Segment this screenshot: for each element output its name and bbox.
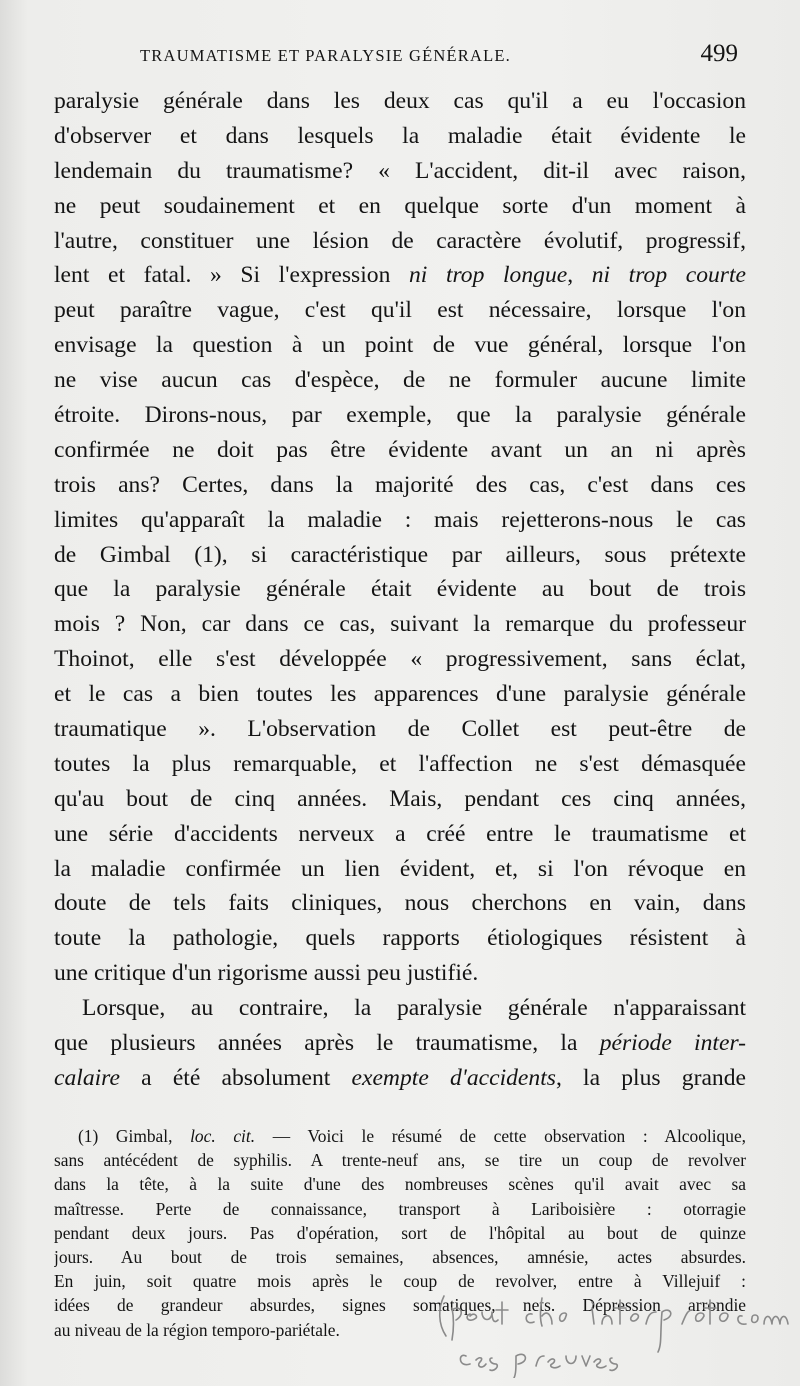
page-number: 499	[700, 40, 738, 67]
text-line: lent et fatal. » Si l'expression ni trop longue, ni trop courte	[54, 262, 746, 289]
footnote-line: En juin, soit quatre mois après le coup de revolver, entre à Villejuif :	[54, 1271, 746, 1292]
text-line: traumatique ». L'observation de Collet est peut-être de	[54, 716, 746, 743]
running-head: TRAUMATISME ET PARALYSIE GÉNÉRALE.	[140, 46, 511, 65]
text-line: une critique d'un rigorisme aussi peu justifié.	[54, 960, 479, 987]
text-line: qu'au bout de cinq années. Mais, pendant ces cinq années,	[54, 785, 746, 812]
text-line: toutes la plus remarquable, et l'affection ne s'est démasquée	[54, 750, 746, 777]
text-line: mois ? Non, car dans ce cas, suivant la remarque du professeur	[54, 611, 746, 638]
text-line: toute la pathologie, quels rapports étiologiques résistent à	[54, 925, 746, 952]
footnote-line: pendant deux jours. Pas d'opération, sort de l'hôpital au bout de quinze	[54, 1222, 746, 1243]
footnote-line: sans antécédent de syphilis. A trente-neuf ans, se tire un coup de revolver	[54, 1150, 746, 1171]
footnote-line: au niveau de la région temporo-pariétale.	[54, 1319, 340, 1340]
text-line: d'observer et dans lesquels la maladie était évidente le	[54, 122, 746, 149]
text-line: Lorsque, au contraire, la paralysie générale n'apparaissant	[82, 995, 746, 1022]
footnote-line: jours. Au bout de trois semaines, absences, amnésie, actes absurdes.	[54, 1246, 746, 1267]
text-line: calaire a été absolument exempte d'accidents, la plus grande	[54, 1064, 746, 1091]
text-line: de Gimbal (1), si caractéristique par ailleurs, sous prétexte	[54, 541, 746, 568]
text-line: étroite. Dirons-nous, par exemple, que la paralysie générale	[54, 402, 746, 429]
text-line: la maladie confirmée un lien évident, et, si l'on révoque en	[54, 855, 746, 882]
text-line: Thoinot, elle s'est développée « progressivement, sans éclat,	[54, 646, 746, 673]
text-line: ne vise aucun cas d'espèce, de ne formuler aucune limite	[54, 367, 746, 394]
footnote-line: (1) Gimbal, loc. cit. — Voici le résumé de cette observation : Alcoolique,	[78, 1126, 746, 1146]
text-line: l'autre, constituer une lésion de caractère évolutif, progressif,	[54, 227, 746, 254]
handwritten-pencil-note	[436, 1294, 796, 1378]
text-line: que la paralysie générale était évidente au bout de trois	[54, 576, 746, 603]
text-line: et le cas a bien toutes les apparences d'une paralysie générale	[54, 681, 746, 708]
text-line: doute de tels faits cliniques, nous cherchons en vain, dans	[54, 890, 746, 917]
footnote-line: idées de grandeur absurdes, signes somatiques, nets. Dépression arrondie	[54, 1295, 746, 1316]
text-line: que plusieurs années après le traumatisme, la période inter-	[54, 1030, 746, 1057]
text-line: lendemain du traumatisme? « L'accident, dit-il avec raison,	[54, 157, 746, 184]
text-line: confirmée ne doit pas être évidente avant un an ni après	[54, 436, 746, 463]
text-line: trois ans? Certes, dans la majorité des cas, c'est dans ces	[54, 471, 746, 498]
footnote-line: maîtresse. Perte de connaissance, transport à Lariboisière : otorragie	[54, 1198, 746, 1219]
text-line: paralysie générale dans les deux cas qu'il a eu l'occasion	[54, 88, 746, 114]
page-header	[0, 38, 800, 78]
text-line: ne peut soudainement et en quelque sorte d'un moment à	[54, 192, 746, 219]
text-line: une série d'accidents nerveux a créé entre le traumatisme et	[54, 820, 746, 847]
text-line: limites qu'apparaît la maladie : mais rejetterons-nous le cas	[54, 506, 746, 533]
body-text	[54, 84, 746, 1096]
text-line: envisage la question à un point de vue général, lorsque l'on	[54, 332, 746, 359]
text-line: peut paraître vague, c'est qu'il est nécessaire, lorsque l'on	[54, 297, 746, 324]
footnote-line: dans la tête, à la suite d'une des nombreuses scènes qu'il avait avec sa	[54, 1174, 746, 1195]
